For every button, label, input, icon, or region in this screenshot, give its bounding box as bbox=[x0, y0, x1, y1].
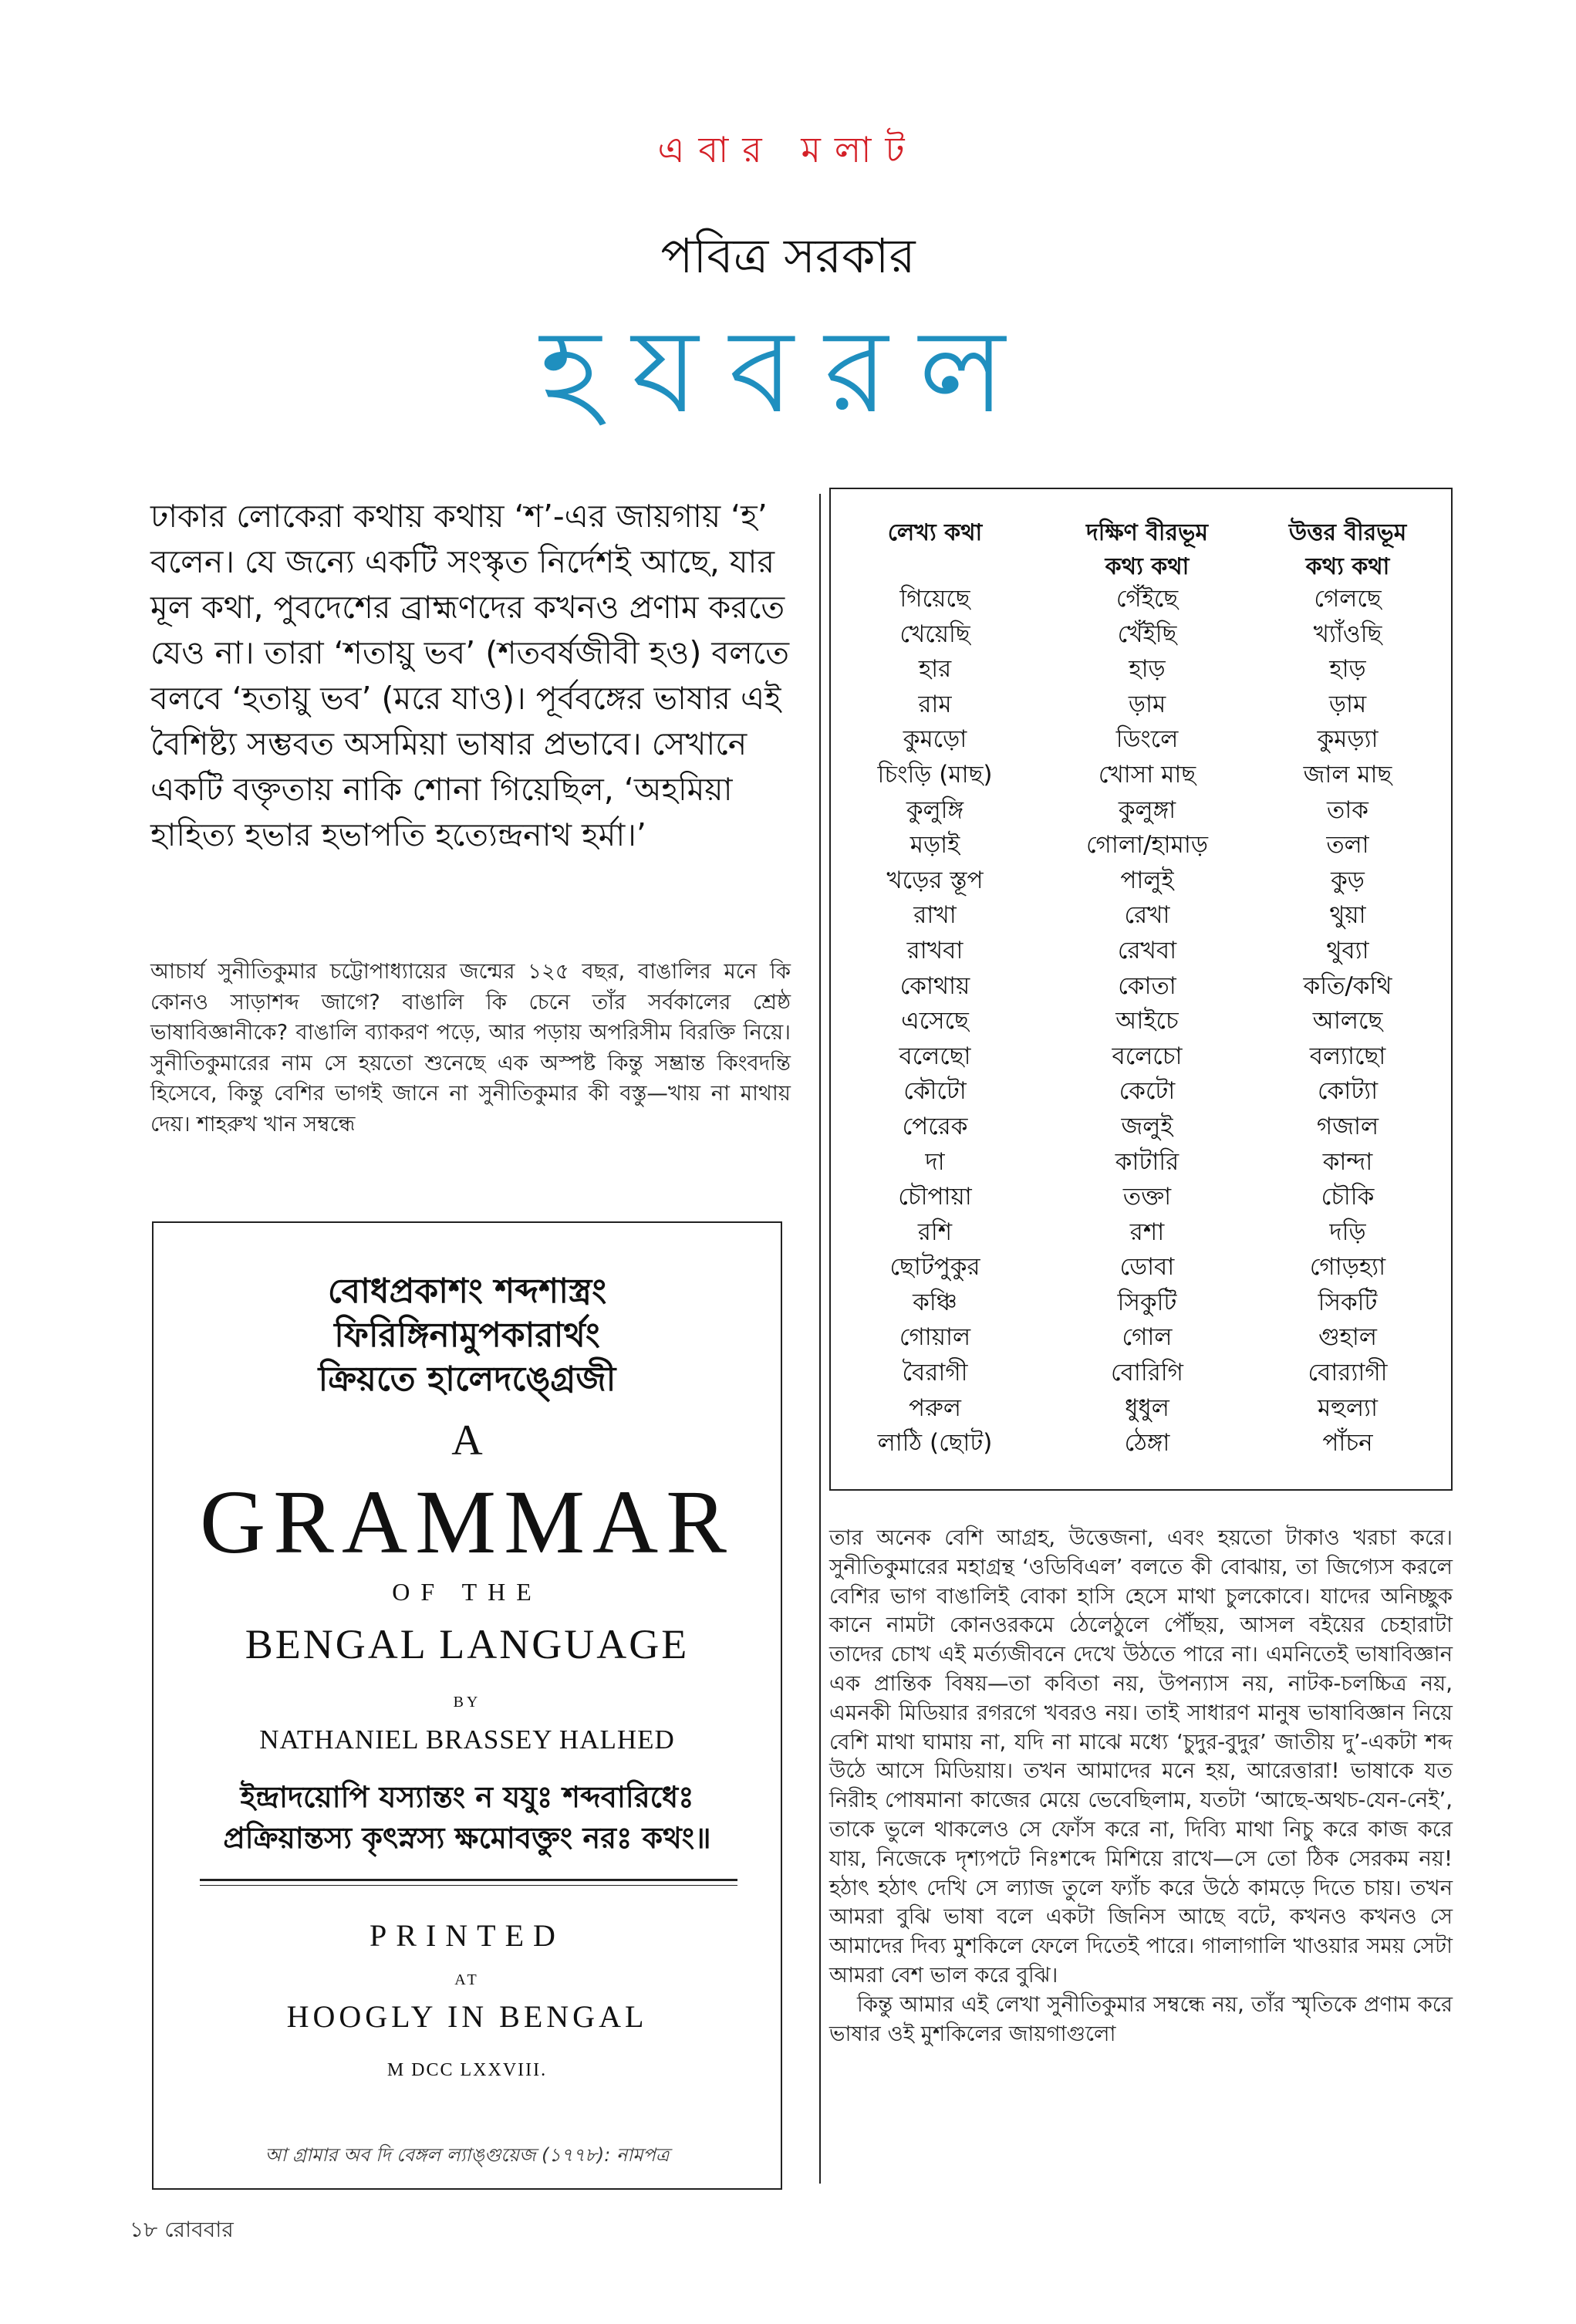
intro-paragraph: ঢাকার লোকেরা কথায় কথায় ‘শ’-এর জায়গায় ‘হ’ বলেন। যে জন্যে একটি সংস্কৃত নির্দেশই আছে, যার মূল কথা, পুবদেশের ব্রাহ্মণদের কখনও প্রণাম করতে যেও না। তারা ‘শতায়ু ভব’ (শতবর্ষজীবী হও) বলতে বলবে ‘হতায়ু ভব’ (মরে যাও)। পূর্ববঙ্গের ভাষার এই বৈশিষ্ট্য সম্ভবত অসমিয়া ভাষার প্রভাবে। সেখানে একটি বক্তৃতায় নাকি শোনা গিয়েছিল, ‘অহমিয়া হাহিত্য হভার হভাপতি হত্যেন্দ্রনাথ হর্মা।’ bbox=[150, 498, 789, 853]
table-cell: ডোবা bbox=[1119, 1253, 1175, 1282]
table-cell: গেঁইছে bbox=[1115, 585, 1179, 613]
table-cell: খেঁইছি bbox=[1117, 620, 1177, 648]
table-cell: ড়াম bbox=[1328, 690, 1367, 718]
table-cell: বলেচো bbox=[1112, 1042, 1183, 1070]
table-cell: সিকুটি bbox=[1117, 1288, 1177, 1316]
table-cell: হার bbox=[918, 655, 952, 684]
table-cell: রাখা bbox=[913, 901, 957, 930]
table-header-north bbox=[1251, 516, 1444, 584]
table-cell: থুব্যা bbox=[1326, 936, 1369, 964]
table-cell: কুলুঙ্গি bbox=[906, 795, 964, 824]
table-cell: খোসা মাছ bbox=[1098, 760, 1196, 789]
table-cell: পরুল bbox=[909, 1393, 961, 1422]
table-cell: বোরিগি bbox=[1111, 1359, 1183, 1387]
figure-printed: PRINTED bbox=[370, 1918, 565, 1953]
table-cell: ছোটপুকুর bbox=[889, 1253, 980, 1282]
figure-bengali-line-5: প্রক্রিয়ান্তস্য কৃৎস্নস্য ক্ষমোবক্তুং নরঃ কথং॥ bbox=[223, 1820, 711, 1855]
table-cell: তক্তা bbox=[1122, 1183, 1172, 1211]
table-cell: এসেছে bbox=[901, 1007, 969, 1035]
table-cell: জলুই bbox=[1121, 1112, 1173, 1140]
table-cell: চিংড়ি (মাছ) bbox=[877, 760, 993, 789]
table-header-written-label: লেখ্য কথা bbox=[887, 519, 983, 546]
table-cell: খ্যাঁওছি bbox=[1313, 620, 1382, 648]
section-kicker: এবার মলাট bbox=[657, 129, 919, 171]
figure-of-the: OF THE bbox=[392, 1578, 542, 1606]
table-cell: বল্যাছো bbox=[1309, 1042, 1386, 1070]
table-header-south bbox=[1047, 516, 1247, 584]
table-cell: রেখবা bbox=[1117, 936, 1177, 964]
table-cell: লাঠি (ছোট) bbox=[877, 1429, 993, 1458]
table-cell: বৈরাগী bbox=[902, 1359, 968, 1387]
table-cell: কাটারি bbox=[1115, 1147, 1179, 1176]
figure-bengal-language: BENGAL LANGUAGE bbox=[245, 1621, 690, 1667]
table-cell: খড়ের স্তূপ bbox=[886, 866, 984, 894]
title-page-figure bbox=[152, 1221, 782, 2190]
figure-grammar-title: GRAMMAR bbox=[200, 1471, 734, 1572]
table-cell: গোলা/হামাড় bbox=[1085, 831, 1209, 860]
table-cell: রেখা bbox=[1124, 901, 1170, 930]
table-header-north-line1: উত্তর বীরভূম bbox=[1288, 519, 1407, 546]
body-text-left: আচার্য সুনীতিকুমার চট্টোপাধ্যায়ের জন্মের ১২৫ বছর, বাঙালির মনে কি কোনও সাড়াশব্দ জাগে? বাঙালি কি চেনে তাঁর সর্বকালের শ্রেষ্ঠ ভাষাবিজ্ঞানীকে? বাঙালি ব্যাকরণ পড়ে, আর পড়ায় অপরিসীম বিরক্তি নিয়ে। সুনীতিকুমারের নাম সে হয়তো শুনেছে এক অস্পষ্ট কিন্তু সম্ভ্রান্ত কিংবদন্তি হিসেবে, কিন্তু বেশির ভাগই জানে না সুনীতিকুমার কী বস্তু—খায় না মাথায় দেয়। শাহরুখ খান সম্বন্ধে bbox=[150, 959, 791, 1137]
column-divider bbox=[819, 494, 821, 2184]
table-cell: কান্দা bbox=[1322, 1147, 1373, 1176]
table-cell: কুমড়্যা bbox=[1317, 725, 1379, 754]
table-cell: গোড়হ্যা bbox=[1309, 1253, 1386, 1282]
table-cell: রাম bbox=[918, 690, 952, 718]
table-cell: তলা bbox=[1326, 831, 1369, 860]
dialect-table bbox=[829, 488, 1453, 1491]
table-header-written bbox=[839, 516, 1031, 550]
table-cell: কোতা bbox=[1118, 971, 1176, 1000]
figure-rule-1 bbox=[200, 1879, 737, 1881]
figure-rule-2 bbox=[200, 1885, 737, 1886]
table-cell: আলছে bbox=[1312, 1007, 1383, 1035]
figure-bengali-line-1: বোধপ্রকাশং শব্দশাস্ত্রং bbox=[327, 1272, 607, 1311]
table-cell: মহুল্যা bbox=[1317, 1393, 1379, 1422]
table-cell: বোর‍্যাগী bbox=[1308, 1359, 1388, 1387]
table-column-written bbox=[839, 582, 1031, 1461]
table-cell: চৌপায়া bbox=[898, 1183, 972, 1211]
table-cell: বলেছো bbox=[899, 1042, 971, 1070]
table-cell: হাড় bbox=[1129, 655, 1166, 684]
table-cell: রশা bbox=[1129, 1218, 1165, 1246]
page-footer: ১৮ রোববার bbox=[130, 2217, 234, 2242]
table-cell: দা bbox=[925, 1147, 945, 1176]
table-cell: পালুই bbox=[1120, 866, 1174, 894]
table-cell: ডিংলে bbox=[1115, 725, 1179, 754]
table-cell: কেটো bbox=[1119, 1077, 1176, 1106]
table-cell: কুলুঙ্গা bbox=[1118, 795, 1176, 824]
table-cell: থুয়া bbox=[1329, 901, 1366, 930]
table-cell: কুমড়ো bbox=[903, 725, 967, 754]
table-cell: গজাল bbox=[1316, 1112, 1379, 1140]
table-cell: হাড় bbox=[1329, 655, 1366, 684]
table-cell: মড়াই bbox=[909, 831, 960, 860]
table-cell: জাল মাছ bbox=[1303, 760, 1392, 789]
table-header-north-line2: কথ্য কথা bbox=[1305, 553, 1390, 580]
table-cell: আইচে bbox=[1115, 1007, 1179, 1035]
figure-author: NATHANIEL BRASSEY HALHED bbox=[259, 1724, 675, 1755]
author-name: পবিত্র সরকার bbox=[660, 228, 916, 284]
table-cell: কতি/কথি bbox=[1303, 971, 1392, 1000]
figure-bengali-line-3: ক্রিয়তে হালেদঙ্গ্রেজী bbox=[318, 1360, 616, 1399]
table-cell: কোট্যা bbox=[1317, 1077, 1379, 1106]
table-cell: চৌকি bbox=[1321, 1183, 1375, 1211]
body-right-paragraph-1: তার অনেক বেশি আগ্রহ, উত্তেজনা, এবং হয়তো টাকাও খরচা করে। সুনীতিকুমারের মহাগ্রন্থ ‘ওডিবিএল’ বলতে কী বোঝায়, তা জিগ্যেস করলে বেশির ভাগ বাঙালিই বোকা হাসি হেসে মাথা চুলকোবে। যাদের অনিচ্ছুক কানে নামটা কোনওরকমে ঠেলেঠুলে পৌঁছয়, আসল বইয়ের চেহারাটা তাদের চোখ এই মর্ত্যজীবনে দেখে উঠতে পারে না। এমনিতেই ভাষাবিজ্ঞান এক প্রান্তিক বিষয়—তা কবিতা নয়, উপন্যাস নয়, নাটক-চলচ্চিত্র নয়, এমনকী মিডিয়ার রগরগে খবরও নয়। তাই সাধারণ মানুষ ভাষাবিজ্ঞান নিয়ে বেশি মাথা ঘামায় না, যদি না মাঝে মধ্যে ‘চুদুর-বুদুর’ জাতীয় দু’-একটা শব্দ উঠে আসে মিডিয়ায়। তখন আমাদের মনে হয়, আরেত্তারা! ভাষাকে যত নিরীহ পোষমানা কাজের মেয়ে ভেবেছিলাম, যতটা ‘আছে-অথচ-যেন-নেই’, তাকে ভুলে থাকলেও সে ফোঁস করে না, দিব্যি মাথা নিচু করে কাজ করে যায়, নিজেকে দৃশ্যপটে নিঃশব্দে মিশিয়ে রাখে—সে তো ঠিক সেরকম নয়! হঠাৎ হঠাৎ দেখি সে ল্যাজ তুলে ফ্যাঁচ করে উঠে কামড়ে দিতে চায়। তখন আমরা বুঝি ভাষা বলে একটা জিনিস আছে বটে, কখনও কখনও সে আমাদের দিব্য মুশকিলে ফেলে দিতেই পারে। গালাগালি খাওয়ার সময় সেটা আমরা বেশ ভাল করে বুঝি। bbox=[829, 1525, 1453, 1988]
table-cell: কৌটো bbox=[903, 1077, 967, 1106]
figure-bengali-line-4: ইন্দ্রাদয়োপি যস্যান্তং ন যযুঃ শব্দবারিধেঃ bbox=[240, 1779, 694, 1814]
table-cell: পাঁচন bbox=[1322, 1429, 1373, 1458]
figure-by: BY bbox=[453, 1694, 481, 1711]
figure-caption: আ গ্রামার অব দি বেঙ্গল ল্যাঙ্গুয়েজ (১৭৭৮): নামপত্র bbox=[265, 2144, 670, 2166]
table-header-south-line2: কথ্য কথা bbox=[1105, 553, 1190, 580]
table-cell: রশি bbox=[917, 1218, 953, 1246]
table-cell: দড়ি bbox=[1329, 1218, 1366, 1246]
figure-at: AT bbox=[454, 1971, 480, 1988]
table-cell: গুহাল bbox=[1318, 1323, 1377, 1352]
table-cell: গেলছে bbox=[1314, 585, 1382, 613]
table-column-north bbox=[1251, 582, 1444, 1461]
table-cell: গিয়েছে bbox=[899, 585, 970, 613]
figure-article-a: A bbox=[451, 1417, 483, 1464]
article-title: হযবরল bbox=[540, 305, 1036, 439]
figure-year: M DCC LXXVIII. bbox=[386, 2060, 548, 2080]
body-right-paragraph-2: কিন্তু আমার এই লেখা সুনীতিকুমার সম্বন্ধে নয়, তাঁর স্মৃতিকে প্রণাম করে ভাষার ওই মুশকিলের জায়গাগুলো bbox=[829, 1991, 1453, 2046]
table-cell: সিকটি bbox=[1318, 1288, 1378, 1316]
table-cell: তাক bbox=[1327, 795, 1368, 824]
table-cell: ধুধুল bbox=[1125, 1393, 1169, 1422]
body-text-right bbox=[829, 1524, 1453, 2049]
table-cell: পেরেক bbox=[902, 1112, 968, 1140]
table-cell: কোথায় bbox=[899, 971, 970, 1000]
figure-bengali-line-2: ফিরিঙ্গিনামুপকারার্থং bbox=[334, 1316, 600, 1355]
table-cell: গোয়াল bbox=[899, 1323, 971, 1352]
table-cell: গোল bbox=[1122, 1323, 1173, 1352]
table-cell: খেয়েছি bbox=[899, 620, 970, 648]
table-header-south-line1: দক্ষিণ বীরভূম bbox=[1085, 519, 1209, 546]
table-cell: কুড় bbox=[1331, 866, 1365, 894]
table-cell: কঞ্চি bbox=[913, 1288, 957, 1316]
table-cell: রাখবা bbox=[906, 936, 963, 964]
table-cell: ঠেঙ্গা bbox=[1124, 1429, 1170, 1458]
table-cell: ড়াম bbox=[1128, 690, 1166, 718]
table-column-south bbox=[1047, 582, 1247, 1461]
figure-place: HOOGLY IN BENGAL bbox=[286, 1999, 648, 2034]
